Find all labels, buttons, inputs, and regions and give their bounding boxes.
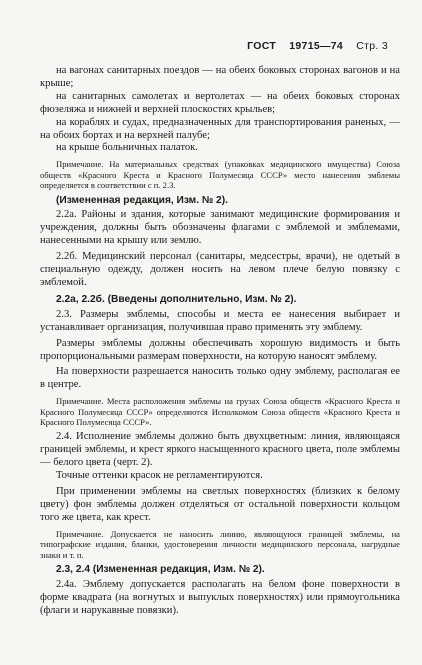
standard-number: 19715—74 — [289, 40, 344, 52]
list-item: на санитарных самолетах и вертолетах — на обеих боковых сторонах фюзеляжа и нижней и верхней плоскостях крыльев; — [40, 90, 400, 115]
note: Примечание. Допускается не наносить линию, являющуюся границей эмблемы, на типографские издания, бланки, удостоверения личности медицинского персонала, нагрудные знаки и т. п. — [40, 528, 400, 560]
list-item: на кораблях и судах, предназначенных для транспортирования раненых, — на обоих бортах и на верхней палубе; — [40, 116, 400, 141]
amendment-note: (Измененная редакция, Изм. № 2). — [56, 194, 228, 206]
clause-2-4: 2.4. Исполнение эмблемы должно быть двухцветным: линия, являющаяся границей эмблемы, и крест яркого насыщенного красного цвета, поле эмблемы — белого цвета (черт. 2). — [40, 431, 400, 469]
note: Примечание. На материальных средствах (упаковках медицинского имущества) Союза обществ «Красного Креста и Красного Полумесяца СССР» место нанесения эмблемы определяется в соответствии с п. 2.3. — [40, 159, 400, 191]
clause-2-4a: 2.4а. Эмблему допускается располагать на белом фоне поверхности в форме квадрата (на вогнутых и выпуклых поверхностях) или прямоугольника (флаги и нарукавные повязки). — [40, 578, 400, 616]
clause-2-3: 2.3. Размеры эмблемы, способы и места ее нанесения выбирает и устанавливает организация, получившая право применять эту эмблему. — [40, 308, 400, 333]
list-item: на вагонах санитарных поездов — на обеих боковых сторонах вагонов и на крыше; — [40, 65, 400, 89]
page-header — [237, 40, 388, 52]
clause-2-2a: 2.2а. Районы и здания, которые занимают медицинские формирования и учреждения, должны быть обозначены флагами с эмблемой и эмблемами, нанесенными на крышу или землю. — [40, 209, 400, 247]
page-number: Стр. 3 — [356, 40, 388, 52]
list-item: на крыше больничных палаток. — [56, 142, 198, 154]
document-body — [40, 65, 400, 618]
note: Примечание. Места расположения эмблемы на грузах Союза обществ «Красного Креста и Красного Полумесяца СССР» определяются Исполкомом Союза обществ «Красного Креста и Красного Полумесяца СССР». — [40, 396, 400, 428]
amendment-note: 2.2а, 2.2б. (Введены дополнительно, Изм. № 2). — [56, 293, 297, 305]
paragraph: При применении эмблемы на светлых поверхностях (близких к белому цвету) фон эмблемы должен отделяться от остальной поверхности кольцом того же цвета, как крест. — [40, 486, 400, 523]
amendment-note: 2.3, 2.4 (Измененная редакция, Изм. № 2). — [56, 564, 265, 576]
paragraph: Точные оттенки красок не регламентируются. — [56, 470, 263, 482]
paragraph: Размеры эмблемы должны обеспечивать хорошую видимость и быть пропорциональными размерам поверхности, на которую наносят эмблему. — [40, 337, 400, 362]
clause-2-2b: 2.2б. Медицинский персонал (санитары, медсестры, врачи), не одетый в специальную одежду, должен носить на левом плече белую повязку с эмблемой. — [40, 251, 400, 288]
standard-label: ГОСТ — [247, 40, 277, 52]
paragraph: На поверхности разрешается наносить только одну эмблему, располагая ее в центре. — [40, 366, 400, 391]
